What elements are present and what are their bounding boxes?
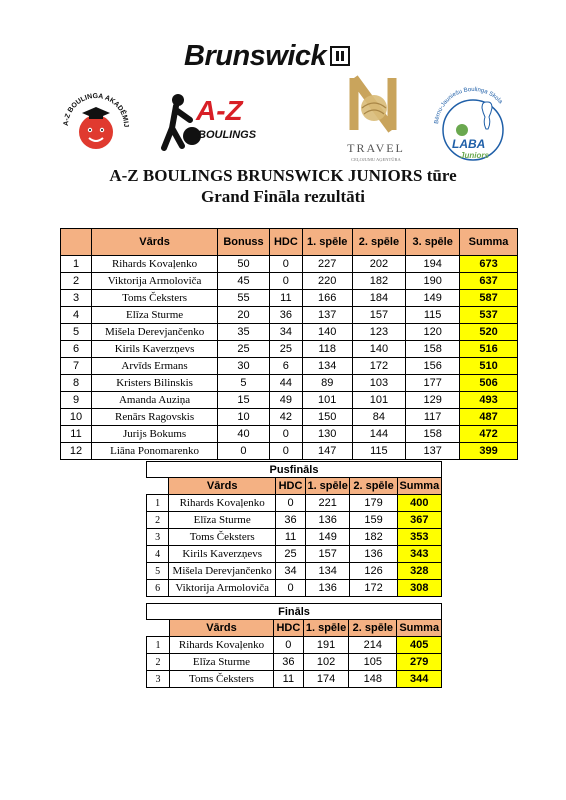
g2-cell: 144	[352, 426, 406, 443]
g1-cell: 101	[302, 392, 352, 409]
bonus-cell: 50	[218, 256, 270, 273]
g1-cell: 134	[305, 563, 350, 580]
table-row	[61, 324, 518, 341]
hdc-cell: 11	[269, 290, 302, 307]
g2-cell: 140	[352, 341, 406, 358]
hdc-cell: 42	[269, 409, 302, 426]
hdc-cell: 0	[269, 273, 302, 290]
column-header-sum: Summa	[460, 229, 518, 256]
table-row	[61, 375, 518, 392]
g1-cell: 150	[302, 409, 352, 426]
table-header-row	[147, 478, 442, 495]
column-header-game1: 1. spēle	[302, 229, 352, 256]
az-boulings-logo	[160, 86, 256, 162]
semifinal-table	[146, 461, 442, 597]
svg-text:BOULINGS: BOULINGS	[198, 129, 256, 141]
sum-cell: 516	[460, 341, 518, 358]
g3-cell: 177	[406, 375, 460, 392]
player-name-cell: Rihards Kovaļenko	[170, 637, 274, 654]
hdc-cell: 11	[273, 671, 303, 688]
g1-cell: 140	[302, 324, 352, 341]
bonus-cell: 35	[218, 324, 270, 341]
player-name-cell: Amanda Auziņa	[92, 392, 218, 409]
place-cell: 2	[147, 512, 169, 529]
table-row	[61, 426, 518, 443]
place-cell: 3	[147, 529, 169, 546]
az-akademija-logo	[58, 86, 134, 162]
sum-cell: 637	[460, 273, 518, 290]
g2-cell: 84	[352, 409, 406, 426]
travel-agency-logo	[336, 72, 416, 172]
table-row	[147, 671, 442, 688]
g3-cell: 115	[406, 307, 460, 324]
svg-text:Bērnu-Jauniešu Boulinga Skola: Bērnu-Jauniešu Boulinga Skola	[434, 86, 504, 125]
g2-cell: 105	[349, 654, 397, 671]
g3-cell: 156	[406, 358, 460, 375]
g2-cell: 214	[349, 637, 397, 654]
g1-cell: 136	[305, 580, 350, 597]
g3-cell: 137	[406, 443, 460, 460]
hdc-cell: 36	[273, 654, 303, 671]
player-name-cell: Viktorija Armoloviča	[169, 580, 276, 597]
place-cell: 1	[61, 256, 92, 273]
place-cell: 2	[147, 654, 170, 671]
g3-cell: 129	[406, 392, 460, 409]
g1-cell: 118	[302, 341, 352, 358]
place-cell: 8	[61, 375, 92, 392]
player-name-cell: Mišela Derevjančenko	[169, 563, 276, 580]
brunswick-b-icon	[330, 46, 350, 66]
g2-cell: 182	[350, 529, 397, 546]
place-cell: 10	[61, 409, 92, 426]
table-row	[61, 341, 518, 358]
g1-cell: 102	[303, 654, 348, 671]
g3-cell: 149	[406, 290, 460, 307]
g2-cell: 136	[350, 546, 397, 563]
column-header-sum: Summa	[397, 620, 442, 637]
svg-text:Juniors: Juniors	[460, 151, 489, 160]
bonus-cell: 40	[218, 426, 270, 443]
g3-cell: 120	[406, 324, 460, 341]
g1-cell: 130	[302, 426, 352, 443]
g1-cell: 137	[302, 307, 352, 324]
table-row	[61, 358, 518, 375]
g1-cell: 191	[303, 637, 348, 654]
hdc-cell: 6	[269, 358, 302, 375]
column-header-hdc: HDC	[276, 478, 306, 495]
column-header-game2: 2. spēle	[350, 478, 397, 495]
sum-cell: 344	[397, 671, 442, 688]
player-name-cell: Elīza Sturme	[92, 307, 218, 324]
sum-cell: 673	[460, 256, 518, 273]
place-cell: 5	[147, 563, 169, 580]
g2-cell: 115	[352, 443, 406, 460]
place-cell: 4	[61, 307, 92, 324]
place-cell: 1	[147, 495, 169, 512]
column-header-game1: 1. spēle	[305, 478, 350, 495]
sum-cell: 493	[460, 392, 518, 409]
player-name-cell: Rihards Kovaļenko	[169, 495, 276, 512]
column-header-name: Vārds	[169, 478, 276, 495]
g1-cell: 147	[302, 443, 352, 460]
corner-cell	[147, 478, 169, 495]
player-name-cell: Jurijs Bokums	[92, 426, 218, 443]
g1-cell: 221	[305, 495, 350, 512]
hdc-cell: 36	[269, 307, 302, 324]
sum-cell: 328	[397, 563, 441, 580]
g2-cell: 126	[350, 563, 397, 580]
table-row	[61, 409, 518, 426]
hdc-cell: 49	[269, 392, 302, 409]
g3-cell: 158	[406, 426, 460, 443]
table-row	[147, 546, 442, 563]
place-cell: 4	[147, 546, 169, 563]
g3-cell: 190	[406, 273, 460, 290]
bonus-cell: 5	[218, 375, 270, 392]
g2-cell: 157	[352, 307, 406, 324]
corner-cell	[61, 229, 92, 256]
sum-cell: 343	[397, 546, 441, 563]
g2-cell: 184	[352, 290, 406, 307]
bonus-cell: 0	[218, 443, 270, 460]
table-row	[147, 529, 442, 546]
brunswick-wordmark: Brunswick	[184, 39, 327, 72]
table-header-row	[61, 229, 518, 256]
page-title: A-Z BOULINGS BRUNSWICK JUNIORS tūre	[109, 166, 457, 185]
table-row	[147, 637, 442, 654]
table-row	[61, 392, 518, 409]
hdc-cell: 25	[276, 546, 306, 563]
hdc-cell: 0	[269, 426, 302, 443]
column-header-game2: 2. spēle	[349, 620, 397, 637]
place-cell: 11	[61, 426, 92, 443]
table-header-row	[147, 620, 442, 637]
g2-cell: 202	[352, 256, 406, 273]
hdc-cell: 44	[269, 375, 302, 392]
player-name-cell: Arvīds Ermans	[92, 358, 218, 375]
player-name-cell: Kristers Bilinskis	[92, 375, 218, 392]
table-row	[61, 273, 518, 290]
svg-text:CEĻOJUMU AĢENTŪRA: CEĻOJUMU AĢENTŪRA	[351, 157, 401, 162]
g1-cell: 174	[303, 671, 348, 688]
table-row	[61, 290, 518, 307]
sum-cell: 520	[460, 324, 518, 341]
g2-cell: 179	[350, 495, 397, 512]
bonus-cell: 55	[218, 290, 270, 307]
table-row	[147, 495, 442, 512]
column-header-name: Vārds	[92, 229, 218, 256]
player-name-cell: Kirils Kaverzņevs	[92, 341, 218, 358]
sum-cell: 405	[397, 637, 442, 654]
table-row	[147, 580, 442, 597]
sum-cell: 587	[460, 290, 518, 307]
player-name-cell: Renārs Ragovskis	[92, 409, 218, 426]
bonus-cell: 25	[218, 341, 270, 358]
place-cell: 9	[61, 392, 92, 409]
hdc-cell: 25	[269, 341, 302, 358]
table-row	[147, 512, 442, 529]
player-name-cell: Toms Čeksters	[170, 671, 274, 688]
svg-text:LABA: LABA	[452, 137, 486, 151]
sum-cell: 506	[460, 375, 518, 392]
page-subtitle: Grand Fināla rezultāti	[200, 187, 365, 206]
sum-cell: 399	[460, 443, 518, 460]
g1-cell: 149	[305, 529, 350, 546]
g1-cell: 134	[302, 358, 352, 375]
place-cell: 7	[61, 358, 92, 375]
g2-cell: 172	[352, 358, 406, 375]
player-name-cell: Toms Čeksters	[92, 290, 218, 307]
svg-text:A-Z BOULINGA AKADĒMIJA: A-Z BOULINGA AKADĒMIJ	[62, 92, 130, 128]
g2-cell: 182	[352, 273, 406, 290]
hdc-cell: 0	[276, 580, 306, 597]
sum-cell: 367	[397, 512, 441, 529]
g1-cell: 136	[305, 512, 350, 529]
sum-cell: 510	[460, 358, 518, 375]
sum-cell: 308	[397, 580, 441, 597]
table-row	[61, 307, 518, 324]
place-cell: 1	[147, 637, 170, 654]
column-header-game1: 1. spēle	[303, 620, 348, 637]
hdc-cell: 34	[269, 324, 302, 341]
player-name-cell: Elīza Sturme	[170, 654, 274, 671]
bonus-cell: 10	[218, 409, 270, 426]
g3-cell: 158	[406, 341, 460, 358]
g1-cell: 227	[302, 256, 352, 273]
column-header-sum: Summa	[397, 478, 441, 495]
place-cell: 12	[61, 443, 92, 460]
svg-text:TRAVEL: TRAVEL	[347, 141, 405, 155]
hdc-cell: 0	[273, 637, 303, 654]
place-cell: 3	[61, 290, 92, 307]
table-row	[147, 654, 442, 671]
g2-cell: 148	[349, 671, 397, 688]
bonus-cell: 15	[218, 392, 270, 409]
column-header-hdc: HDC	[269, 229, 302, 256]
g3-cell: 117	[406, 409, 460, 426]
column-header-game3: 3. spēle	[406, 229, 460, 256]
svg-text:A-Z: A-Z	[196, 95, 243, 126]
sum-cell: 537	[460, 307, 518, 324]
g1-cell: 220	[302, 273, 352, 290]
table-row	[61, 443, 518, 460]
place-cell: 5	[61, 324, 92, 341]
player-name-cell: Elīza Sturme	[169, 512, 276, 529]
g2-cell: 159	[350, 512, 397, 529]
column-header-hdc: HDC	[273, 620, 303, 637]
sum-cell: 279	[397, 654, 442, 671]
player-name-cell: Kirils Kaverzņevs	[169, 546, 276, 563]
g1-cell: 157	[305, 546, 350, 563]
player-name-cell: Mišela Derevjančenko	[92, 324, 218, 341]
results-table	[60, 228, 518, 460]
place-cell: 6	[61, 341, 92, 358]
final-table	[146, 603, 442, 688]
sum-cell: 353	[397, 529, 441, 546]
brunswick-logo	[184, 38, 384, 74]
hdc-cell: 0	[276, 495, 306, 512]
laba-juniors-logo	[430, 86, 516, 166]
column-header-bonus: Bonuss	[218, 229, 270, 256]
bonus-cell: 45	[218, 273, 270, 290]
g3-cell: 194	[406, 256, 460, 273]
table-row	[61, 256, 518, 273]
column-header-game2: 2. spēle	[352, 229, 406, 256]
g2-cell: 123	[352, 324, 406, 341]
bonus-cell: 20	[218, 307, 270, 324]
bonus-cell: 30	[218, 358, 270, 375]
sum-cell: 472	[460, 426, 518, 443]
hdc-cell: 0	[269, 443, 302, 460]
column-header-name: Vārds	[170, 620, 274, 637]
hdc-cell: 11	[276, 529, 306, 546]
g2-cell: 101	[352, 392, 406, 409]
player-name-cell: Liāna Ponomarenko	[92, 443, 218, 460]
hdc-cell: 34	[276, 563, 306, 580]
g2-cell: 172	[350, 580, 397, 597]
g2-cell: 103	[352, 375, 406, 392]
player-name-cell: Toms Čeksters	[169, 529, 276, 546]
g1-cell: 89	[302, 375, 352, 392]
player-name-cell: Rihards Kovaļenko	[92, 256, 218, 273]
place-cell: 3	[147, 671, 170, 688]
hdc-cell: 0	[269, 256, 302, 273]
corner-cell	[147, 620, 170, 637]
final-caption: Fināls	[147, 604, 442, 620]
player-name-cell: Viktorija Armoloviča	[92, 273, 218, 290]
place-cell: 6	[147, 580, 169, 597]
place-cell: 2	[61, 273, 92, 290]
semifinal-caption: Pusfināls	[147, 462, 442, 478]
sum-cell: 400	[397, 495, 441, 512]
g1-cell: 166	[302, 290, 352, 307]
hdc-cell: 36	[276, 512, 306, 529]
table-row	[147, 563, 442, 580]
sum-cell: 487	[460, 409, 518, 426]
